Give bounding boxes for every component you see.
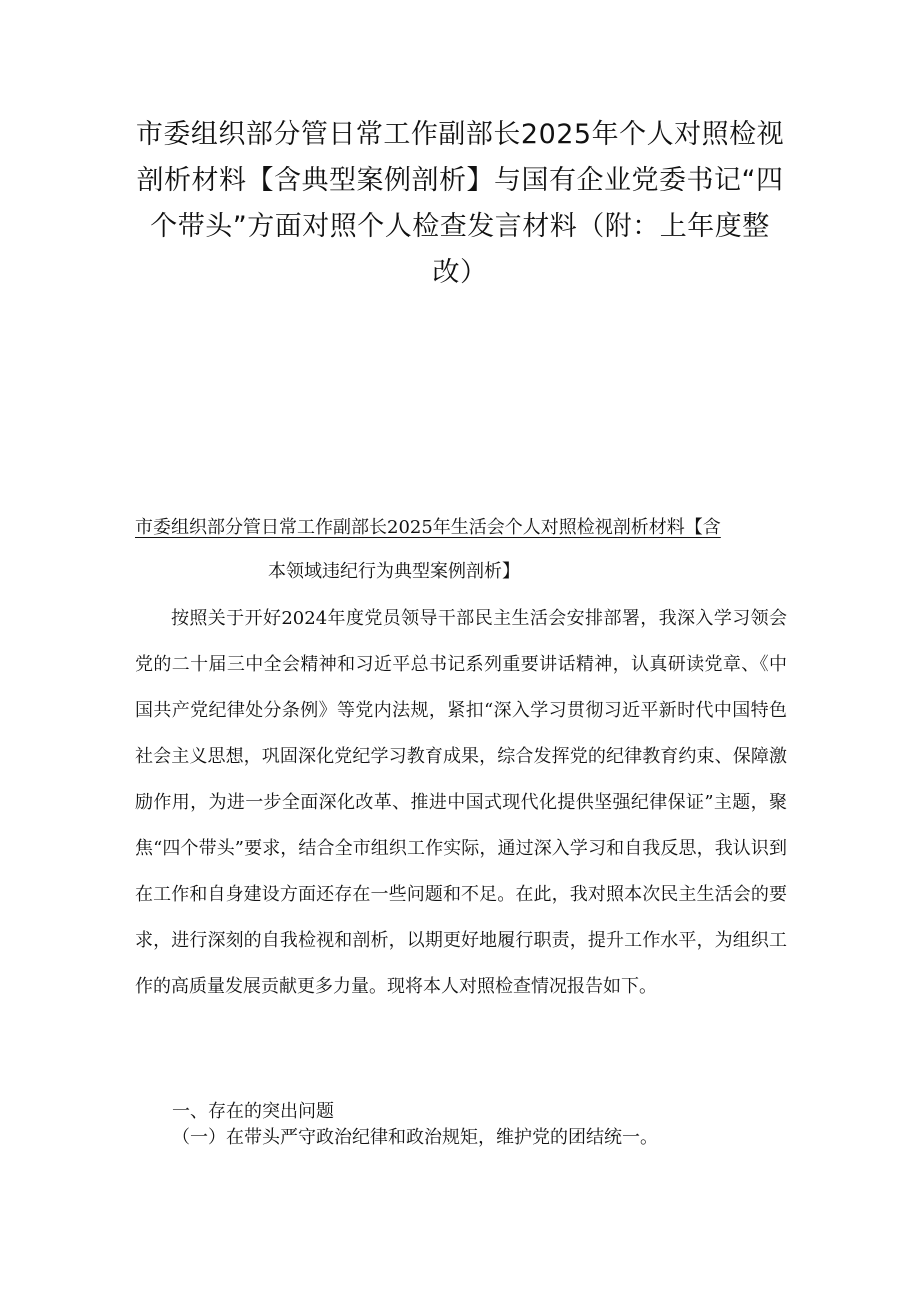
heading-problems: 一、存在的突出问题 [172,1101,334,1122]
section-heading-line-1: 市委组织部分管日常工作副部长2025年生活会个人对照检视剖析材料【含 [135,517,721,538]
subheading-political-discipline: （一）在带头严守政治纪律和政治规矩，维护党的团结统一。 [172,1127,658,1148]
document-title: 市委组织部分管日常工作副部长2025年个人对照检视剖析材料【含典型案例剖析】与国有企业党委书记“四个带头”方面对照个人检查发言材料（附：上年度整改） [135,119,785,288]
section-heading-line-2: 本领域违纪行为典型案例剖析】 [268,561,520,582]
intro-paragraph: 按照关于开好2024年度党员领导干部民主生活会安排部署，我深入学习领会党的二十届三中全会精神和习近平总书记系列重要讲话精神，认真研读党章、《中国共产党纪律处分条例》等党内法规，紧扣“深入学习贯彻习近平新时代中国特色社会主义思想，巩固深化党纪学习教育成果，综合发挥党的纪律教育约束、保障激励作用，为进一步全面深化改革、推进中国式现代化提供坚强纪律保证”主题，聚焦“四个带头”要求，结合全市组织工作实际，通过深入学习和自我反思，我认识到在工作和自身建设方面还存在一些问题和不足。在此，我对照本次民主生活会的要求，进行深刻的自我检视和剖析，以期更好地履行职责，提升工作水平，为组织工作的高质量发展贡献更多力量。现将本人对照检查情况报告如下。 [135,608,787,997]
section-heading [135,506,785,594]
